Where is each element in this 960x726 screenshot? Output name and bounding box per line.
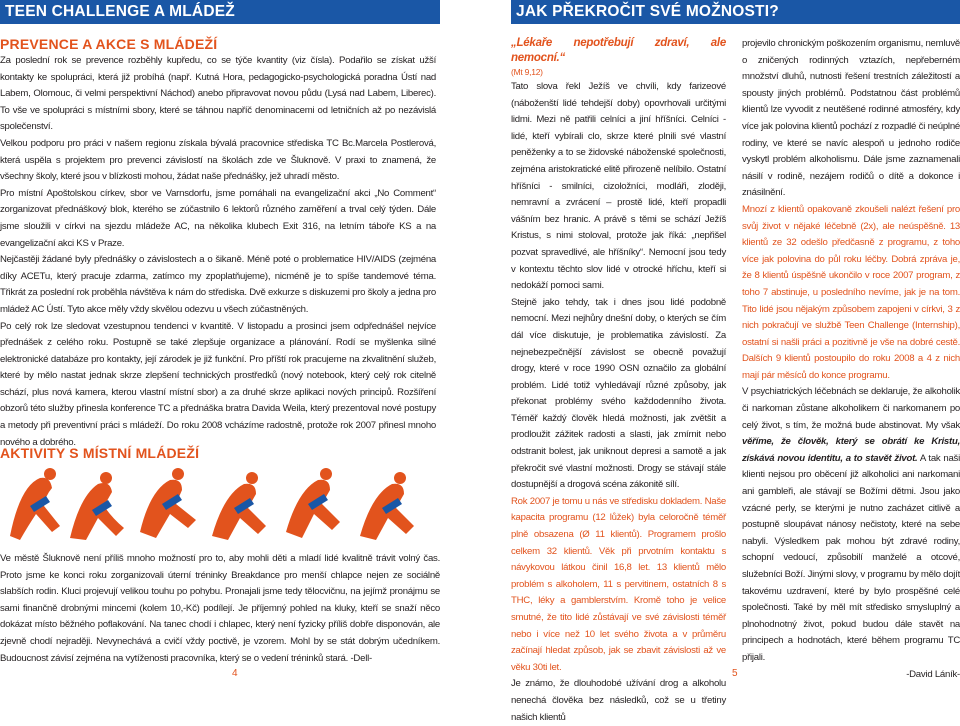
paragraph: Za poslední rok se prevence rozběhly kupředu, co se týče kvantity (viz čísla). Podařilo se získat užší kontakty ke spolupráci, která již probíhá (např. Kutná Hora, pedagogicko-psychologická poradna Ústí nad Labem, Olomouc, či velmi perspektivní Náchod) anebo připravovat novou půdu (Lysá nad Labem, Liberec). To vše ve spolupráci s místními sbory, které se táhnou napříč denominacemi od letničních až po nezávislá společenství. (0, 55, 436, 133)
quote-reference: (Mt 9,12) (511, 67, 543, 77)
text: A tak naši klienti nejsou pro oběcení již alkoholici ani narkomani ani gambleři, ale stávají se Božími dětmi. Jsou jako vzácné perly, se kterými je nutno zacházet citlivě a postupně sloupávat nánosy nečistoty, které na sebe nabyli. Výsledkem pak mohou být zdravé rodiny, schopní vedoucí, způsobilí manželé a otcové, služebníci Boží. Jinými slovy, v programu by mělo dojít takovému uzdravení, které by bylo prospěšné celé společnosti. Také by měl mít středisko smysluplný a plnohodnotný život, pokud budou dále stavět na principech a hodnotách, které během programu TC přijali. (742, 452, 960, 663)
signature: -David Láník- (906, 668, 960, 680)
activities-text: Ve městě Šluknově není příliš mnoho možností pro to, aby mohli děti a mladí lidé kvalitně trávit volný čas. Proto jsme ke konci roku zorganizovali úterní tréninky Breakdance pro menší chlapce nejen ze sociálně slabších rodin. Kluci projevují velikou touhu po pohybu. Pronajali jsme tedy tělocvičnu, na jejímž pronájmu se sami finančně drobnými mincemi (kolem 10,-Kč) podílejí. Je příjemný pohled na kluky, kteří se snaží něco dokázat místo běžného poflakování. Na tanec chodí i chlapec, který není fyzicky příliš dobře disponován, ale zjevně chodí nejraději. Nevynechává a cvičí vždy poctivě, je vzorem. Mohl by se stát dobrým učedníkem. Budoucnost závisí zejména na vytíženosti pracovníka, který se o vedení tréninků stará. (0, 553, 440, 664)
paragraph: Je známo, že dlouhodobé užívání drog a alkoholu nenechá člověka bez následků, což se u třetiny našich klientů (511, 678, 726, 723)
signature: -Dell- (350, 652, 372, 664)
emphasis-text: věříme, že člověk, který se obrátí ke Kristu, získává novou identitu, a to stavět život. (742, 436, 960, 464)
prevention-section (0, 36, 436, 451)
breakdance-dancers-illustration (0, 466, 440, 546)
paragraph: Nejčastěji žádané byly přednášky o závislostech a o šikaně. Méně poté o problematice HIV/AIDS (zejména díky ACETu, který pracuje zdarma, zatímco my zpoplatňujeme), nicméně je to spíše tandemové téma. Třikrát za poslední rok proběhla návštěva k nám do střediska. Dvě exkurze s diskuzemi pro školy a jedna pro mládež AC Ústí. Tyto akce měly vždy skvělou odezvu u všech zúčastněných. (0, 254, 436, 315)
paragraph: Pro místní Apoštolskou církev, sbor ve Varnsdorfu, jsme pomáhali na evangelizační akci „No Comment“ zorganizovat přednáškový blok, kterého se zúčastnilo 6 lektorů různého zaměření a trval celý týden. Dále jsme sloužili v církvi na sjezdu mládeže AC, na několika klubech Exit 316, na letním táboře KS a na evangelizační akci KS v Praze. (0, 187, 436, 249)
quote-title: „Lékaře nepotřebují zdraví, ale nemocní.“ (511, 37, 726, 64)
page-number-left: 4 (232, 668, 238, 679)
activities-section (0, 551, 440, 667)
paragraph: Tato slova řekl Ježíš ve chvíli, kdy farizeové (náboženští lidé tehdejší doby) opovrhovali určitými lidmi. Mezi ně patřili celníci a jiní hříšníci. Celníci - lidé, kteří vybírali clo, skrze které plnili své vlastní peněženky a to se židovské náboženské společnosti, zejména aristokratické elitě přirozeně nelíbilo. Ostatní hříšníci - smilníci, cizoložníci, modláři, zloději, nemravní a zvrácení – prostě lidé, kteří propadli vášním bez hranic. A právě s těmi se schází Ježíš Kristus, s nimi stoloval, protože jak říká: „nepřišel pozvat spravedlivé, ale hříšníky“. Nemocní jsou tedy v kontextu těchto slov lidé v otrocké hříchu, kteří si nedokáží pomoci sami. (511, 81, 726, 292)
paragraph (742, 384, 960, 666)
paragraph: Po celý rok lze sledovat vzestupnou tendenci v kvantitě. V listopadu a prosinci jsem odpřednášel nejvíce přednášek z celého roku. Postupně se také zlepšuje organizace a plánování. Rodí se myšlenka silné elektronické databáze pro kontakty, její zárodek je již funkční. Pro příští rok pracujeme na zkvalitnění služeb, které by mělo nastat jednak skrze zlepšení technických prostředků (nový notebook, který celý rok citelně schází, plus nová kamera, kterou vlastní místní sbor) a za druhé skrze aplikaci nových principů. Rozšíření obzorů této služby přinesla konference TC a přednáška bratra Davida Weila, který prezentoval nové postupy a metody při preventivní práci s mládeží. Do roku 2008 vcházíme radostně, protože rok 2007 přinesl mnoho nového a dobrého. (0, 320, 436, 448)
text: V psychiatrických léčebnách se deklaruje, že alkoholik či narkoman zůstane alkoholikem či narkomanem po celý život, s tím, že možná bude abstinovat. My však (742, 386, 960, 431)
section-title-prevention: PREVENCE A AKCE S MLÁDEŽÍ (0, 36, 218, 52)
right-page-column-1 (511, 36, 726, 726)
right-page-column-2 (742, 36, 960, 683)
statistics-paragraph: Rok 2007 je tomu u nás ve středisku dokladem. Naše kapacita programu (12 lůžek) byla celoročně téměř plně obsazena (Ø 11 klientů). Programem prošlo celkem 32 klientů. Věk při prvotním kontaktu s návykovou látkou činil 16,8 let. 13 klientů mělo problém s alkoholem, 11 s pervitinem, ostatních 8 s THC, léky a gamblerstvím. Kromě toho je velice smutné, že tito lidé zůstávají ve své závislosti téměř nebo i více než 10 let svého života a v průměru začínají hledat způsob, jak se zbavit závislosti až ve věku 30ti let. (511, 495, 726, 673)
page-header-right: JAK PŘEKROČIT SVÉ MOŽNOSTI? (511, 0, 960, 24)
page-number-right: 5 (732, 668, 738, 679)
paragraph: Velkou podporu pro práci v našem regionu získala bývalá pracovnice střediska TC Bc.Marcela Postlerová, která uspěla s projektem pro prevenci závislostí na školách zde ve Šluknově. V praxi to znamená, že všechny školy, které jsou v blízkosti mohou, žádat naše přednášky, jež uhradí město. (0, 137, 436, 183)
results-paragraph: Mnozí z klientů opakovaně zkoušeli nalézt řešení pro svůj život v nějaké léčebně (2x), ale neúspěšně. 13 klientů ze 32 odešlo předčasně z programu, z toho více jak polovina do půl roku léčby. Dobrá zpráva je, že 8 klientů úspěšně ukončilo v roce 2007 program, z toho 7 abstinuje, u posledního nevíme, jak je na tom. Tito lidé jsou nějakým způsobem zapojeni v církvi, 3 z nich pokračují ve službě Teen Challenge (Internship), ostatní si našli práci a pozitivně je vše na dobré cestě. Dalších 9 klientů postoupilo do roku 2008 a 4 z nich mají pár měsíců do konce programu. (742, 203, 960, 381)
section-title-activities: AKTIVITY S MÍSTNÍ MLÁDEŽÍ (0, 445, 200, 461)
paragraph: Stejně jako tehdy, tak i dnes jsou lidé podobně nemocní. Mezi nejhůry dnešní doby, o kterých se čím dál více diskutuje, je problematika závislostí. Za nejnebezpečnější závislost se obecně považují drogy, které v roce 1990 OSN označilo za globální problém. Lidé totiž vyhledávají různé způsoby, jak překonat problémy svého každodenního života. Téměř každý člověk hledá možnosti, jak zvětšit a prodloužit zážitek radosti a slasti, jak zmírnit nebo odstranit bolest, jak uniknout depresi a samotě a jak překročit své vlastní možnosti. Drogy se stávají stále dostupnější a drogová scéna zákonitě sílí. (511, 296, 726, 491)
paragraph: projevilo chronickým poškozením organismu, nemluvě o zničených rodinných vztazích, nepřeberném množství dluhů, nutnosti řešení trestních záležitostí a spousty jiných problémů. Podstatnou část problémů klientů lze vyvodit z neutěšené rodinné atmosféry, kdy více jak polovina klientů pochází z rozpadlé či neúplné rodiny, ve které se navíc alespoň u jednoho rodiče vyskytl problém alkoholismu. Dále jsme zaznamenali násilí v rodině, nezájem rodičů o dítě a dokonce i znásilnění. (742, 38, 960, 199)
page-header-left: TEEN CHALLENGE A MLÁDEŽ (0, 0, 440, 24)
paragraph (0, 551, 440, 667)
